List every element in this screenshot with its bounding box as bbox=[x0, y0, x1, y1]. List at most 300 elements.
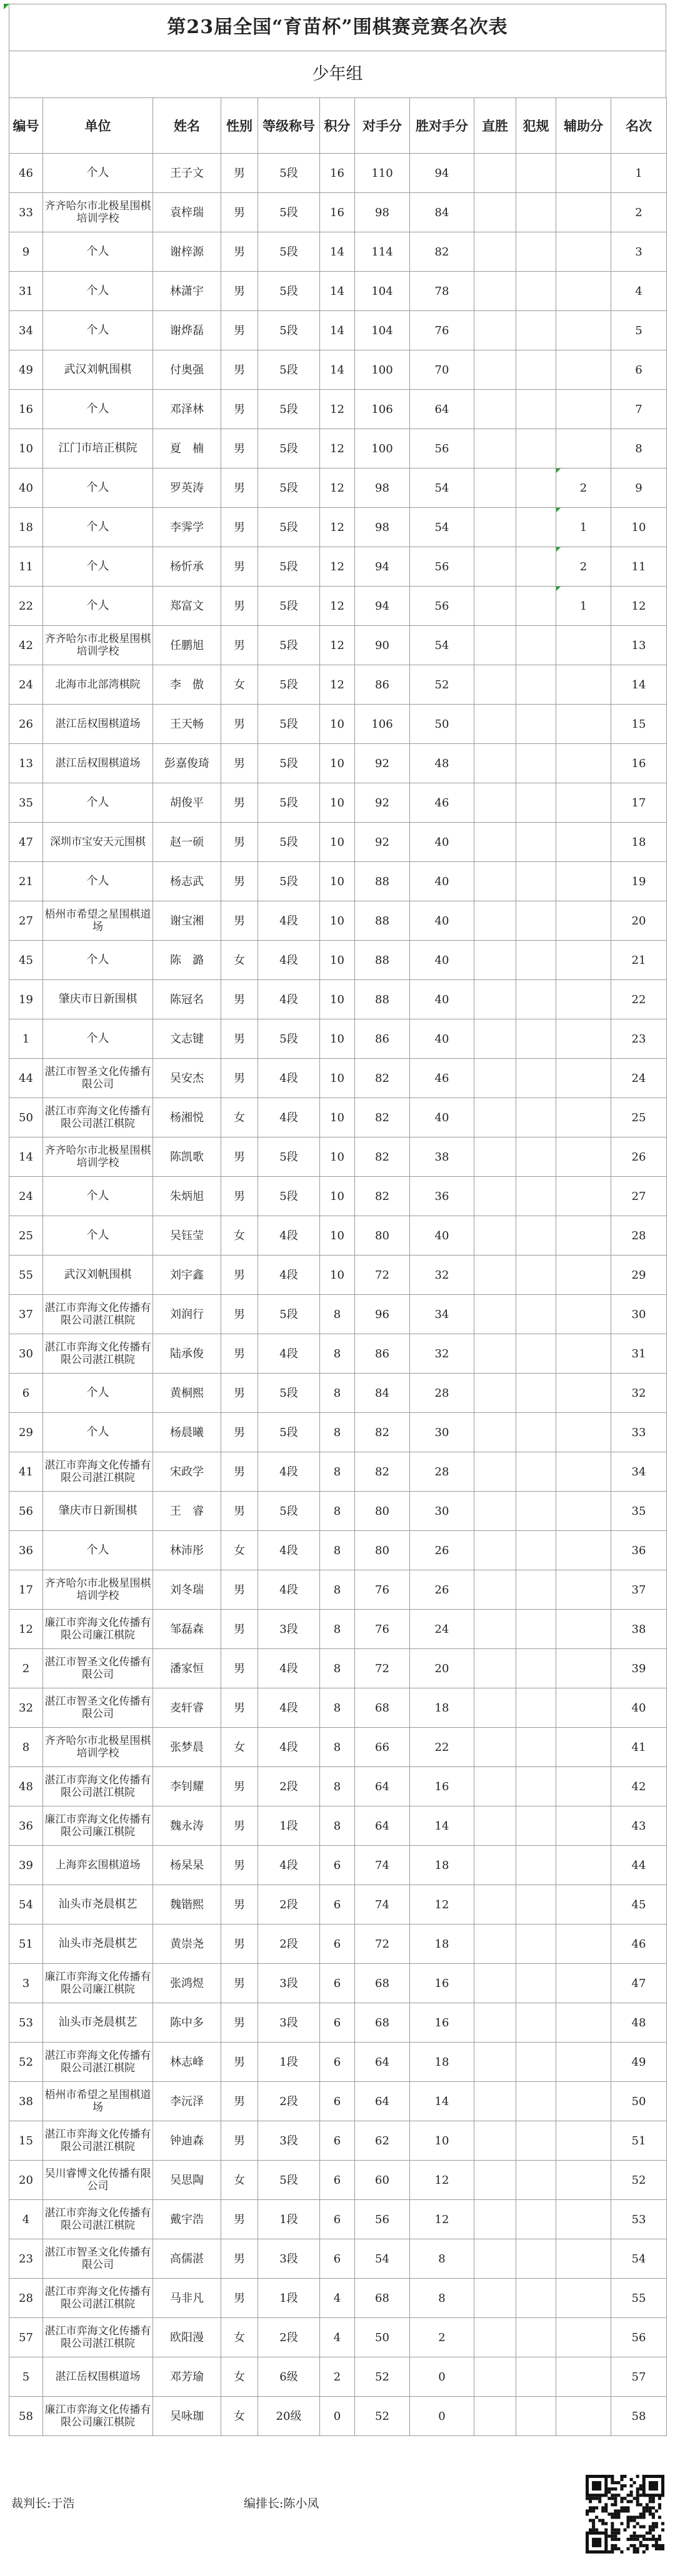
cell-direct-win bbox=[474, 2318, 516, 2357]
table-row bbox=[9, 1295, 667, 1334]
cell-direct-win bbox=[474, 941, 516, 980]
cell-score: 0 bbox=[320, 2397, 355, 2436]
cell-opponent-score: 82 bbox=[355, 1177, 410, 1216]
cell-sex: 男 bbox=[221, 468, 258, 508]
cell-rank: 21 bbox=[611, 941, 667, 980]
cell-level: 4段 bbox=[258, 1531, 320, 1570]
cell-aux-score bbox=[556, 193, 611, 232]
cell-win-opponent-score: 18 bbox=[410, 1925, 474, 1964]
cell-id: 18 bbox=[9, 508, 43, 547]
cell-rank: 49 bbox=[611, 2043, 667, 2082]
cell-opponent-score: 88 bbox=[355, 901, 410, 941]
cell-opponent-score: 72 bbox=[355, 1256, 410, 1295]
cell-aux-score bbox=[556, 272, 611, 311]
cell-win-opponent-score: 28 bbox=[410, 1374, 474, 1413]
cell-id: 31 bbox=[9, 272, 43, 311]
cell-win-opponent-score: 14 bbox=[410, 1806, 474, 1846]
cell-direct-win bbox=[474, 1649, 516, 1688]
cell-aux-score bbox=[556, 941, 611, 980]
cell-score: 14 bbox=[320, 311, 355, 350]
cell-id: 10 bbox=[9, 429, 43, 468]
cell-foul bbox=[516, 193, 556, 232]
cell-level: 4段 bbox=[258, 1452, 320, 1492]
cell-score: 16 bbox=[320, 193, 355, 232]
cell-id: 1 bbox=[9, 1019, 43, 1059]
cell-aux-score bbox=[556, 862, 611, 901]
cell-aux-score bbox=[556, 1885, 611, 1925]
cell-unit: 上海弈玄围棋道场 bbox=[43, 1846, 153, 1885]
cell-win-opponent-score: 2 bbox=[410, 2318, 474, 2357]
cell-rank: 56 bbox=[611, 2318, 667, 2357]
cell-level: 5段 bbox=[258, 744, 320, 783]
cell-rank: 1 bbox=[611, 154, 667, 193]
cell-unit: 肇庆市日新围棋 bbox=[43, 980, 153, 1019]
cell-id: 24 bbox=[9, 665, 43, 705]
cell-level: 5段 bbox=[258, 508, 320, 547]
cell-level: 4段 bbox=[258, 1098, 320, 1137]
cell-score: 10 bbox=[320, 980, 355, 1019]
cell-win-opponent-score: 10 bbox=[410, 2121, 474, 2161]
cell-aux-score bbox=[556, 429, 611, 468]
cell-name: 宋政学 bbox=[153, 1452, 221, 1492]
cell-aux-score bbox=[556, 1019, 611, 1059]
cell-score: 10 bbox=[320, 901, 355, 941]
header-score: 积分 bbox=[320, 98, 355, 154]
cell-id: 27 bbox=[9, 901, 43, 941]
cell-unit: 个人 bbox=[43, 1531, 153, 1570]
cell-direct-win bbox=[474, 2397, 516, 2436]
cell-score: 8 bbox=[320, 1531, 355, 1570]
cell-foul bbox=[516, 2161, 556, 2200]
cell-opponent-score: 68 bbox=[355, 1964, 410, 2003]
cell-aux-score bbox=[556, 2397, 611, 2436]
cell-win-opponent-score: 32 bbox=[410, 1256, 474, 1295]
table-row bbox=[9, 232, 667, 272]
cell-sex: 男 bbox=[221, 2121, 258, 2161]
table-row bbox=[9, 547, 667, 587]
cell-unit: 湛江市智圣文化传播有限公司 bbox=[43, 2239, 153, 2279]
cell-level: 5段 bbox=[258, 154, 320, 193]
cell-direct-win bbox=[474, 1098, 516, 1137]
cell-aux-score bbox=[556, 665, 611, 705]
cell-sex: 女 bbox=[221, 1216, 258, 1256]
cell-name: 吴思陶 bbox=[153, 2161, 221, 2200]
cell-name: 马非凡 bbox=[153, 2279, 221, 2318]
cell-name: 吴钰莹 bbox=[153, 1216, 221, 1256]
cell-level: 5段 bbox=[258, 587, 320, 626]
cell-rank: 19 bbox=[611, 862, 667, 901]
cell-score: 8 bbox=[320, 1492, 355, 1531]
cell-foul bbox=[516, 1374, 556, 1413]
cell-id: 25 bbox=[9, 1216, 43, 1256]
cell-rank: 10 bbox=[611, 508, 667, 547]
cell-name: 戴宇浩 bbox=[153, 2200, 221, 2239]
cell-direct-win bbox=[474, 1885, 516, 1925]
cell-win-opponent-score: 8 bbox=[410, 2239, 474, 2279]
cell-sex: 女 bbox=[221, 2397, 258, 2436]
cell-level: 5段 bbox=[258, 1492, 320, 1531]
cell-score: 4 bbox=[320, 2279, 355, 2318]
cell-score: 8 bbox=[320, 1413, 355, 1452]
cell-direct-win bbox=[474, 1570, 516, 1610]
cell-foul bbox=[516, 508, 556, 547]
cell-sex: 男 bbox=[221, 2003, 258, 2043]
cell-win-opponent-score: 30 bbox=[410, 1413, 474, 1452]
cell-aux-score bbox=[556, 1452, 611, 1492]
cell-rank: 51 bbox=[611, 2121, 667, 2161]
cell-id: 52 bbox=[9, 2043, 43, 2082]
cell-direct-win bbox=[474, 2043, 516, 2082]
cell-sex: 男 bbox=[221, 783, 258, 823]
cell-win-opponent-score: 46 bbox=[410, 1059, 474, 1098]
cell-unit: 江门市培正棋院 bbox=[43, 429, 153, 468]
cell-foul bbox=[516, 1885, 556, 1925]
cell-direct-win bbox=[474, 1334, 516, 1374]
cell-level: 5段 bbox=[258, 547, 320, 587]
cell-direct-win bbox=[474, 1452, 516, 1492]
cell-rank: 7 bbox=[611, 390, 667, 429]
cell-aux-score bbox=[556, 2200, 611, 2239]
cell-foul bbox=[516, 272, 556, 311]
table-row bbox=[9, 783, 667, 823]
cell-rank: 4 bbox=[611, 272, 667, 311]
cell-opponent-score: 80 bbox=[355, 1216, 410, 1256]
cell-opponent-score: 94 bbox=[355, 587, 410, 626]
cell-direct-win bbox=[474, 1295, 516, 1334]
cell-name: 杨杲杲 bbox=[153, 1846, 221, 1885]
cell-score: 10 bbox=[320, 705, 355, 744]
cell-rank: 46 bbox=[611, 1925, 667, 1964]
cell-direct-win bbox=[474, 1688, 516, 1728]
cell-id: 4 bbox=[9, 2200, 43, 2239]
cell-level: 2段 bbox=[258, 1925, 320, 1964]
cell-name: 黄桐熙 bbox=[153, 1374, 221, 1413]
cell-unit: 廉江市弈海文化传播有限公司廉江棋院 bbox=[43, 1964, 153, 2003]
cell-foul bbox=[516, 2397, 556, 2436]
cell-aux-score bbox=[556, 2003, 611, 2043]
cell-win-opponent-score: 48 bbox=[410, 744, 474, 783]
cell-sex: 男 bbox=[221, 2082, 258, 2121]
cell-level: 2段 bbox=[258, 1885, 320, 1925]
cell-rank: 53 bbox=[611, 2200, 667, 2239]
cell-score: 12 bbox=[320, 429, 355, 468]
cell-win-opponent-score: 26 bbox=[410, 1570, 474, 1610]
cell-win-opponent-score: 32 bbox=[410, 1334, 474, 1374]
table-row bbox=[9, 1137, 667, 1177]
cell-opponent-score: 82 bbox=[355, 1413, 410, 1452]
cell-win-opponent-score: 16 bbox=[410, 1767, 474, 1806]
cell-aux-score bbox=[556, 1728, 611, 1767]
cell-sex: 男 bbox=[221, 390, 258, 429]
cell-foul bbox=[516, 941, 556, 980]
cell-score: 10 bbox=[320, 1216, 355, 1256]
cell-direct-win bbox=[474, 547, 516, 587]
cell-opponent-score: 64 bbox=[355, 1806, 410, 1846]
table-row bbox=[9, 1610, 667, 1649]
cell-direct-win bbox=[474, 350, 516, 390]
cell-sex: 男 bbox=[221, 901, 258, 941]
cell-opponent-score: 88 bbox=[355, 862, 410, 901]
cell-direct-win bbox=[474, 390, 516, 429]
cell-win-opponent-score: 40 bbox=[410, 862, 474, 901]
cell-sex: 男 bbox=[221, 1806, 258, 1846]
cell-opponent-score: 90 bbox=[355, 626, 410, 665]
cell-score: 6 bbox=[320, 2043, 355, 2082]
cell-unit: 个人 bbox=[43, 1413, 153, 1452]
cell-rank: 45 bbox=[611, 1885, 667, 1925]
cell-rank: 8 bbox=[611, 429, 667, 468]
cell-foul bbox=[516, 1216, 556, 1256]
cell-win-opponent-score: 16 bbox=[410, 2003, 474, 2043]
cell-score: 6 bbox=[320, 2200, 355, 2239]
cell-win-opponent-score: 30 bbox=[410, 1492, 474, 1531]
cell-rank: 30 bbox=[611, 1295, 667, 1334]
cell-name: 杨晨曦 bbox=[153, 1413, 221, 1452]
cell-foul bbox=[516, 1649, 556, 1688]
cell-level: 5段 bbox=[258, 232, 320, 272]
cell-name: 杨志武 bbox=[153, 862, 221, 901]
cell-unit: 个人 bbox=[43, 547, 153, 587]
cell-foul bbox=[516, 1492, 556, 1531]
cell-win-opponent-score: 18 bbox=[410, 1846, 474, 1885]
table-row bbox=[9, 980, 667, 1019]
cell-aux-score bbox=[556, 2043, 611, 2082]
cell-opponent-score: 54 bbox=[355, 2239, 410, 2279]
cell-level: 4段 bbox=[258, 1059, 320, 1098]
cell-foul bbox=[516, 1137, 556, 1177]
cell-score: 14 bbox=[320, 232, 355, 272]
cell-aux-score bbox=[556, 2357, 611, 2397]
cell-win-opponent-score: 46 bbox=[410, 783, 474, 823]
cell-direct-win bbox=[474, 1846, 516, 1885]
cell-direct-win bbox=[474, 2003, 516, 2043]
cell-score: 12 bbox=[320, 547, 355, 587]
cell-foul bbox=[516, 1767, 556, 1806]
cell-sex: 女 bbox=[221, 2357, 258, 2397]
cell-foul bbox=[516, 1334, 556, 1374]
cell-name: 张鸿煜 bbox=[153, 1964, 221, 2003]
header-direct-win: 直胜 bbox=[474, 98, 516, 154]
header-id: 编号 bbox=[9, 98, 43, 154]
cell-sex: 男 bbox=[221, 1925, 258, 1964]
cell-foul bbox=[516, 783, 556, 823]
cell-score: 12 bbox=[320, 587, 355, 626]
cell-unit: 湛江市弈海文化传播有限公司湛江棋院 bbox=[43, 1098, 153, 1137]
cell-level: 5段 bbox=[258, 390, 320, 429]
table-row bbox=[9, 2161, 667, 2200]
cell-sex: 男 bbox=[221, 272, 258, 311]
cell-id: 36 bbox=[9, 1806, 43, 1846]
cell-rank: 18 bbox=[611, 823, 667, 862]
cell-sex: 男 bbox=[221, 1492, 258, 1531]
cell-sex: 男 bbox=[221, 2239, 258, 2279]
header-foul: 犯规 bbox=[516, 98, 556, 154]
cell-win-opponent-score: 56 bbox=[410, 547, 474, 587]
cell-rank: 25 bbox=[611, 1098, 667, 1137]
cell-rank: 34 bbox=[611, 1452, 667, 1492]
cell-opponent-score: 84 bbox=[355, 1374, 410, 1413]
cell-direct-win bbox=[474, 193, 516, 232]
cell-aux-score bbox=[556, 1334, 611, 1374]
cell-direct-win bbox=[474, 1964, 516, 2003]
cell-opponent-score: 98 bbox=[355, 193, 410, 232]
cell-name: 夏 楠 bbox=[153, 429, 221, 468]
cell-sex: 女 bbox=[221, 941, 258, 980]
cell-unit: 个人 bbox=[43, 154, 153, 193]
cell-opponent-score: 100 bbox=[355, 429, 410, 468]
cell-level: 5段 bbox=[258, 1019, 320, 1059]
cell-opponent-score: 92 bbox=[355, 823, 410, 862]
cell-win-opponent-score: 54 bbox=[410, 508, 474, 547]
cell-rank: 3 bbox=[611, 232, 667, 272]
cell-unit: 湛江市弈海文化传播有限公司湛江棋院 bbox=[43, 1295, 153, 1334]
cell-sex: 男 bbox=[221, 1137, 258, 1177]
cell-opponent-score: 82 bbox=[355, 1059, 410, 1098]
cell-aux-score bbox=[556, 2161, 611, 2200]
cell-id: 48 bbox=[9, 1767, 43, 1806]
cell-id: 14 bbox=[9, 1137, 43, 1177]
cell-unit: 廉江市弈海文化传播有限公司廉江棋院 bbox=[43, 2397, 153, 2436]
cell-id: 42 bbox=[9, 626, 43, 665]
cell-rank: 50 bbox=[611, 2082, 667, 2121]
cell-score: 8 bbox=[320, 1767, 355, 1806]
cell-id: 50 bbox=[9, 1098, 43, 1137]
cell-score: 10 bbox=[320, 783, 355, 823]
cell-name: 邓泽林 bbox=[153, 390, 221, 429]
table-header-row bbox=[9, 98, 667, 154]
cell-aux-score bbox=[556, 154, 611, 193]
cell-opponent-score: 98 bbox=[355, 468, 410, 508]
cell-win-opponent-score: 38 bbox=[410, 1137, 474, 1177]
cell-aux-score bbox=[556, 744, 611, 783]
cell-rank: 57 bbox=[611, 2357, 667, 2397]
cell-rank: 33 bbox=[611, 1413, 667, 1452]
cell-direct-win bbox=[474, 508, 516, 547]
cell-id: 22 bbox=[9, 587, 43, 626]
table-row bbox=[9, 587, 667, 626]
cell-score: 8 bbox=[320, 1570, 355, 1610]
table-row bbox=[9, 2003, 667, 2043]
cell-foul bbox=[516, 1806, 556, 1846]
cell-sex: 男 bbox=[221, 311, 258, 350]
cell-win-opponent-score: 50 bbox=[410, 705, 474, 744]
cell-sex: 男 bbox=[221, 154, 258, 193]
cell-id: 47 bbox=[9, 823, 43, 862]
cell-score: 12 bbox=[320, 665, 355, 705]
cell-unit: 齐齐哈尔市北极星围棋培训学校 bbox=[43, 1137, 153, 1177]
cell-score: 6 bbox=[320, 2239, 355, 2279]
cell-direct-win bbox=[474, 1256, 516, 1295]
cell-win-opponent-score: 12 bbox=[410, 2161, 474, 2200]
cell-direct-win bbox=[474, 311, 516, 350]
cell-sex: 男 bbox=[221, 1964, 258, 2003]
cell-unit: 个人 bbox=[43, 1216, 153, 1256]
table-row bbox=[9, 941, 667, 980]
cell-foul bbox=[516, 2121, 556, 2161]
cell-aux-score: 2 bbox=[556, 547, 611, 587]
cell-level: 20级 bbox=[258, 2397, 320, 2436]
cell-direct-win bbox=[474, 744, 516, 783]
cell-level: 1段 bbox=[258, 2279, 320, 2318]
cell-level: 2段 bbox=[258, 2318, 320, 2357]
qr-code-icon bbox=[584, 2474, 666, 2567]
cell-unit: 个人 bbox=[43, 1374, 153, 1413]
cell-unit: 个人 bbox=[43, 1019, 153, 1059]
cell-rank: 12 bbox=[611, 587, 667, 626]
header-win-opponent-score: 胜对手分 bbox=[410, 98, 474, 154]
table-body bbox=[9, 154, 667, 2436]
cell-score: 8 bbox=[320, 1374, 355, 1413]
cell-unit: 湛江岳权围棋道场 bbox=[43, 2357, 153, 2397]
ranking-table bbox=[9, 97, 667, 2436]
header-level: 等级称号 bbox=[258, 98, 320, 154]
cell-id: 9 bbox=[9, 232, 43, 272]
cell-foul bbox=[516, 1098, 556, 1137]
cell-direct-win bbox=[474, 1019, 516, 1059]
cell-sex: 女 bbox=[221, 1098, 258, 1137]
cell-unit: 湛江市智圣文化传播有限公司 bbox=[43, 1059, 153, 1098]
table-row bbox=[9, 862, 667, 901]
cell-opponent-score: 92 bbox=[355, 783, 410, 823]
cell-aux-score bbox=[556, 2239, 611, 2279]
cell-id: 29 bbox=[9, 1413, 43, 1452]
cell-foul bbox=[516, 1925, 556, 1964]
cell-opponent-score: 64 bbox=[355, 2082, 410, 2121]
cell-level: 4段 bbox=[258, 1649, 320, 1688]
cell-unit: 齐齐哈尔市北极星围棋培训学校 bbox=[43, 1728, 153, 1767]
cell-score: 2 bbox=[320, 2357, 355, 2397]
cell-name: 潘家恒 bbox=[153, 1649, 221, 1688]
cell-name: 黄崇尧 bbox=[153, 1925, 221, 1964]
cell-name: 刘宇鑫 bbox=[153, 1256, 221, 1295]
cell-name: 谢梓源 bbox=[153, 232, 221, 272]
cell-sex: 女 bbox=[221, 2318, 258, 2357]
cell-name: 陈凯歌 bbox=[153, 1137, 221, 1177]
cell-score: 12 bbox=[320, 626, 355, 665]
group-title: 少年组 bbox=[9, 51, 666, 97]
cell-name: 王子文 bbox=[153, 154, 221, 193]
cell-aux-score bbox=[556, 1925, 611, 1964]
cell-score: 14 bbox=[320, 350, 355, 390]
comment-marker-icon bbox=[556, 508, 561, 512]
cell-score: 8 bbox=[320, 1452, 355, 1492]
cell-opponent-score: 64 bbox=[355, 2043, 410, 2082]
cell-id: 13 bbox=[9, 744, 43, 783]
cell-name: 魏永涛 bbox=[153, 1806, 221, 1846]
cell-sex: 男 bbox=[221, 1019, 258, 1059]
table-row bbox=[9, 1216, 667, 1256]
table-row bbox=[9, 1413, 667, 1452]
cell-opponent-score: 94 bbox=[355, 547, 410, 587]
cell-opponent-score: 104 bbox=[355, 272, 410, 311]
cell-rank: 58 bbox=[611, 2397, 667, 2436]
cell-aux-score bbox=[556, 1492, 611, 1531]
cell-aux-score bbox=[556, 1177, 611, 1216]
cell-opponent-score: 60 bbox=[355, 2161, 410, 2200]
cell-score: 6 bbox=[320, 1964, 355, 2003]
cell-score: 8 bbox=[320, 1806, 355, 1846]
cell-unit: 个人 bbox=[43, 862, 153, 901]
cell-level: 5段 bbox=[258, 1374, 320, 1413]
cell-sex: 男 bbox=[221, 823, 258, 862]
table-row bbox=[9, 1492, 667, 1531]
cell-foul bbox=[516, 232, 556, 272]
cell-score: 6 bbox=[320, 1885, 355, 1925]
cell-unit: 梧州市希望之星围棋道场 bbox=[43, 2082, 153, 2121]
cell-id: 21 bbox=[9, 862, 43, 901]
cell-win-opponent-score: 40 bbox=[410, 941, 474, 980]
cell-win-opponent-score: 16 bbox=[410, 1964, 474, 2003]
